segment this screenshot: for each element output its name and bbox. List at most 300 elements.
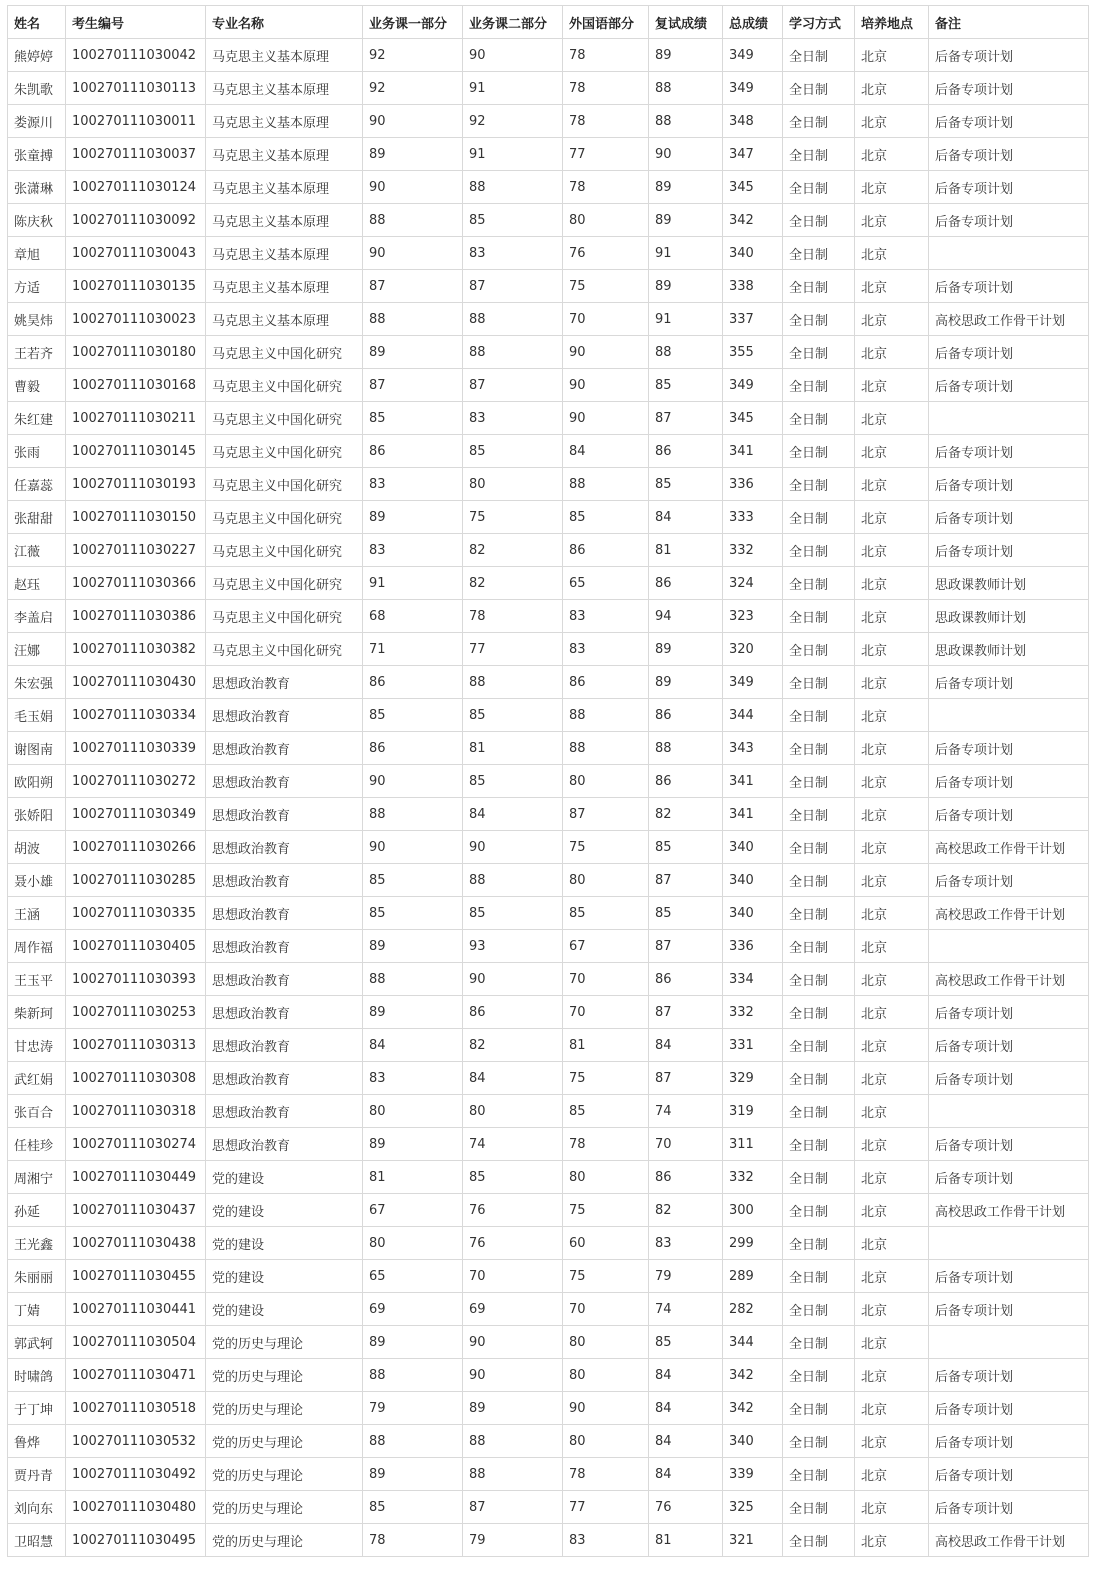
cell-foreign-language: 78 [563,171,649,204]
cell-name: 朱宏强 [8,666,66,699]
cell-retest: 90 [649,138,723,171]
cell-subject2: 85 [463,1161,563,1194]
cell-subject1: 88 [363,963,463,996]
cell-remark [929,1095,1089,1128]
cell-major: 思想政治教育 [206,1095,363,1128]
cell-study-mode: 全日制 [783,1161,855,1194]
cell-retest: 82 [649,1194,723,1227]
cell-name: 张雨 [8,435,66,468]
cell-study-mode: 全日制 [783,567,855,600]
cell-location: 北京 [855,1029,929,1062]
cell-subject2: 85 [463,897,563,930]
cell-name: 鲁烨 [8,1425,66,1458]
cell-name: 方适 [8,270,66,303]
cell-total: 282 [723,1293,783,1326]
cell-retest: 86 [649,1161,723,1194]
cell-name: 胡波 [8,831,66,864]
cell-foreign-language: 70 [563,963,649,996]
cell-total: 320 [723,633,783,666]
cell-location: 北京 [855,1392,929,1425]
cell-subject2: 85 [463,699,563,732]
cell-retest: 87 [649,996,723,1029]
cell-subject2: 93 [463,930,563,963]
table-row [8,732,1089,765]
cell-study-mode: 全日制 [783,1029,855,1062]
cell-study-mode: 全日制 [783,1491,855,1524]
cell-total: 344 [723,699,783,732]
column-header-study-mode: 学习方式 [783,6,855,39]
cell-major: 党的历史与理论 [206,1326,363,1359]
cell-major: 马克思主义中国化研究 [206,435,363,468]
cell-name: 王玉平 [8,963,66,996]
column-header-major: 专业名称 [206,6,363,39]
cell-study-mode: 全日制 [783,963,855,996]
cell-total: 345 [723,171,783,204]
table-row [8,930,1089,963]
cell-study-mode: 全日制 [783,1425,855,1458]
column-header-foreign-language: 外国语部分 [563,6,649,39]
cell-subject1: 80 [363,1227,463,1260]
cell-location: 北京 [855,204,929,237]
cell-retest: 84 [649,1029,723,1062]
table-row [8,1425,1089,1458]
cell-major: 马克思主义中国化研究 [206,501,363,534]
cell-exam-id: 100270111030150 [66,501,206,534]
cell-subject1: 85 [363,402,463,435]
cell-total: 340 [723,1425,783,1458]
cell-location: 北京 [855,1260,929,1293]
cell-subject2: 80 [463,468,563,501]
cell-exam-id: 100270111030386 [66,600,206,633]
cell-foreign-language: 85 [563,897,649,930]
cell-major: 马克思主义中国化研究 [206,534,363,567]
cell-exam-id: 100270111030382 [66,633,206,666]
cell-name: 姚昊炜 [8,303,66,336]
cell-name: 任桂珍 [8,1128,66,1161]
cell-location: 北京 [855,1095,929,1128]
cell-major: 马克思主义基本原理 [206,72,363,105]
cell-remark: 后备专项计划 [929,1161,1089,1194]
cell-total: 325 [723,1491,783,1524]
cell-exam-id: 100270111030518 [66,1392,206,1425]
cell-subject2: 88 [463,1458,563,1491]
cell-exam-id: 100270111030441 [66,1293,206,1326]
cell-total: 345 [723,402,783,435]
cell-foreign-language: 88 [563,699,649,732]
cell-location: 北京 [855,831,929,864]
cell-retest: 84 [649,1392,723,1425]
cell-subject2: 82 [463,1029,563,1062]
table-row [8,402,1089,435]
cell-subject1: 89 [363,336,463,369]
table-row [8,600,1089,633]
cell-major: 党的历史与理论 [206,1425,363,1458]
table-row [8,1392,1089,1425]
cell-major: 思想政治教育 [206,765,363,798]
cell-total: 323 [723,600,783,633]
cell-major: 马克思主义基本原理 [206,39,363,72]
cell-remark: 高校思政工作骨干计划 [929,963,1089,996]
cell-retest: 86 [649,567,723,600]
cell-subject2: 90 [463,39,563,72]
cell-subject2: 85 [463,204,563,237]
cell-exam-id: 100270111030471 [66,1359,206,1392]
cell-subject2: 92 [463,105,563,138]
cell-subject1: 90 [363,171,463,204]
cell-subject2: 86 [463,996,563,1029]
cell-total: 342 [723,204,783,237]
cell-foreign-language: 75 [563,1260,649,1293]
cell-exam-id: 100270111030180 [66,336,206,369]
table-row [8,138,1089,171]
cell-foreign-language: 80 [563,1161,649,1194]
cell-total: 334 [723,963,783,996]
cell-major: 马克思主义基本原理 [206,138,363,171]
cell-location: 北京 [855,336,929,369]
cell-retest: 88 [649,336,723,369]
cell-total: 339 [723,1458,783,1491]
table-row [8,699,1089,732]
cell-location: 北京 [855,138,929,171]
table-row [8,1194,1089,1227]
cell-study-mode: 全日制 [783,996,855,1029]
cell-foreign-language: 80 [563,1359,649,1392]
cell-name: 周作福 [8,930,66,963]
cell-location: 北京 [855,1161,929,1194]
cell-study-mode: 全日制 [783,1359,855,1392]
cell-exam-id: 100270111030285 [66,864,206,897]
cell-location: 北京 [855,1227,929,1260]
cell-foreign-language: 80 [563,864,649,897]
cell-subject1: 88 [363,1359,463,1392]
cell-name: 熊婷婷 [8,39,66,72]
cell-remark [929,1227,1089,1260]
cell-subject2: 80 [463,1095,563,1128]
cell-location: 北京 [855,237,929,270]
cell-study-mode: 全日制 [783,1458,855,1491]
cell-major: 思想政治教育 [206,699,363,732]
cell-total: 329 [723,1062,783,1095]
cell-subject2: 82 [463,567,563,600]
cell-exam-id: 100270111030037 [66,138,206,171]
cell-exam-id: 100270111030532 [66,1425,206,1458]
cell-major: 马克思主义基本原理 [206,303,363,336]
cell-exam-id: 100270111030272 [66,765,206,798]
cell-location: 北京 [855,567,929,600]
cell-foreign-language: 85 [563,501,649,534]
cell-remark: 思政课教师计划 [929,633,1089,666]
cell-exam-id: 100270111030430 [66,666,206,699]
cell-foreign-language: 87 [563,798,649,831]
cell-subject1: 92 [363,72,463,105]
table-row [8,1260,1089,1293]
cell-subject2: 79 [463,1524,563,1557]
table-row [8,72,1089,105]
cell-subject1: 87 [363,369,463,402]
cell-exam-id: 100270111030124 [66,171,206,204]
cell-exam-id: 100270111030274 [66,1128,206,1161]
cell-name: 张娇阳 [8,798,66,831]
cell-remark [929,1326,1089,1359]
cell-name: 张童搏 [8,138,66,171]
header-row [8,6,1089,39]
cell-subject1: 88 [363,204,463,237]
table-row [8,1491,1089,1524]
cell-remark: 后备专项计划 [929,1491,1089,1524]
cell-location: 北京 [855,1194,929,1227]
cell-total: 355 [723,336,783,369]
cell-subject2: 88 [463,1425,563,1458]
cell-location: 北京 [855,765,929,798]
cell-remark: 后备专项计划 [929,39,1089,72]
cell-remark: 后备专项计划 [929,171,1089,204]
cell-foreign-language: 75 [563,1062,649,1095]
cell-exam-id: 100270111030313 [66,1029,206,1062]
cell-location: 北京 [855,270,929,303]
cell-remark: 后备专项计划 [929,1128,1089,1161]
column-header-remark: 备注 [929,6,1089,39]
cell-total: 349 [723,369,783,402]
cell-subject2: 90 [463,1326,563,1359]
cell-subject1: 88 [363,303,463,336]
cell-major: 马克思主义中国化研究 [206,633,363,666]
cell-subject1: 87 [363,270,463,303]
cell-study-mode: 全日制 [783,237,855,270]
cell-subject2: 76 [463,1227,563,1260]
cell-retest: 86 [649,963,723,996]
cell-remark: 后备专项计划 [929,501,1089,534]
cell-subject1: 91 [363,567,463,600]
cell-subject2: 88 [463,864,563,897]
cell-foreign-language: 88 [563,468,649,501]
cell-location: 北京 [855,435,929,468]
cell-retest: 85 [649,1326,723,1359]
cell-retest: 89 [649,171,723,204]
table-row [8,1293,1089,1326]
cell-retest: 88 [649,732,723,765]
cell-total: 340 [723,897,783,930]
cell-retest: 91 [649,237,723,270]
cell-location: 北京 [855,699,929,732]
cell-total: 340 [723,237,783,270]
cell-location: 北京 [855,897,929,930]
cell-major: 马克思主义中国化研究 [206,336,363,369]
cell-remark: 后备专项计划 [929,1392,1089,1425]
cell-name: 于丁坤 [8,1392,66,1425]
cell-retest: 81 [649,1524,723,1557]
cell-major: 党的建设 [206,1194,363,1227]
cell-exam-id: 100270111030193 [66,468,206,501]
cell-foreign-language: 78 [563,72,649,105]
cell-location: 北京 [855,369,929,402]
cell-remark: 高校思政工作骨干计划 [929,831,1089,864]
cell-remark [929,237,1089,270]
cell-subject1: 89 [363,930,463,963]
cell-subject1: 90 [363,831,463,864]
table-row [8,1227,1089,1260]
cell-subject1: 89 [363,1458,463,1491]
cell-name: 丁婧 [8,1293,66,1326]
cell-name: 毛玉娟 [8,699,66,732]
cell-study-mode: 全日制 [783,1128,855,1161]
cell-name: 陈庆秋 [8,204,66,237]
cell-foreign-language: 84 [563,435,649,468]
cell-retest: 91 [649,303,723,336]
cell-name: 张潇琳 [8,171,66,204]
cell-exam-id: 100270111030253 [66,996,206,1029]
cell-remark: 高校思政工作骨干计划 [929,303,1089,336]
cell-subject1: 86 [363,435,463,468]
cell-subject1: 85 [363,699,463,732]
cell-subject2: 82 [463,534,563,567]
cell-exam-id: 100270111030405 [66,930,206,963]
table-body [8,39,1089,1557]
cell-subject1: 89 [363,1326,463,1359]
column-header-total: 总成绩 [723,6,783,39]
cell-study-mode: 全日制 [783,402,855,435]
cell-total: 344 [723,1326,783,1359]
cell-foreign-language: 90 [563,1392,649,1425]
cell-subject1: 78 [363,1524,463,1557]
cell-subject2: 87 [463,369,563,402]
cell-location: 北京 [855,1359,929,1392]
cell-exam-id: 100270111030480 [66,1491,206,1524]
cell-retest: 81 [649,534,723,567]
cell-name: 王若齐 [8,336,66,369]
cell-retest: 86 [649,699,723,732]
cell-foreign-language: 75 [563,270,649,303]
cell-total: 289 [723,1260,783,1293]
cell-location: 北京 [855,930,929,963]
cell-remark: 后备专项计划 [929,1359,1089,1392]
cell-major: 思想政治教育 [206,798,363,831]
cell-name: 时啸鸽 [8,1359,66,1392]
cell-remark [929,930,1089,963]
cell-location: 北京 [855,171,929,204]
cell-total: 324 [723,567,783,600]
cell-study-mode: 全日制 [783,600,855,633]
cell-major: 思想政治教育 [206,1062,363,1095]
cell-subject2: 74 [463,1128,563,1161]
cell-foreign-language: 90 [563,402,649,435]
cell-name: 刘向东 [8,1491,66,1524]
cell-exam-id: 100270111030042 [66,39,206,72]
cell-subject2: 84 [463,1062,563,1095]
cell-major: 马克思主义中国化研究 [206,468,363,501]
table-row [8,666,1089,699]
cell-foreign-language: 67 [563,930,649,963]
cell-subject1: 92 [363,39,463,72]
cell-retest: 79 [649,1260,723,1293]
cell-remark: 后备专项计划 [929,864,1089,897]
cell-major: 思想政治教育 [206,666,363,699]
cell-subject2: 87 [463,1491,563,1524]
cell-exam-id: 100270111030349 [66,798,206,831]
cell-total: 341 [723,798,783,831]
cell-study-mode: 全日制 [783,732,855,765]
table-row [8,39,1089,72]
cell-study-mode: 全日制 [783,1293,855,1326]
cell-remark: 后备专项计划 [929,1293,1089,1326]
cell-exam-id: 100270111030335 [66,897,206,930]
cell-subject2: 83 [463,402,563,435]
cell-major: 思想政治教育 [206,930,363,963]
column-header-exam-id: 考生编号 [66,6,206,39]
cell-study-mode: 全日制 [783,303,855,336]
cell-retest: 84 [649,1359,723,1392]
cell-remark: 后备专项计划 [929,765,1089,798]
cell-location: 北京 [855,666,929,699]
cell-retest: 87 [649,930,723,963]
cell-retest: 86 [649,765,723,798]
cell-subject1: 67 [363,1194,463,1227]
cell-exam-id: 100270111030113 [66,72,206,105]
cell-major: 思想政治教育 [206,732,363,765]
table-row [8,237,1089,270]
cell-subject2: 69 [463,1293,563,1326]
column-header-location: 培养地点 [855,6,929,39]
cell-retest: 87 [649,1062,723,1095]
cell-location: 北京 [855,1491,929,1524]
cell-major: 思想政治教育 [206,1029,363,1062]
cell-exam-id: 100270111030334 [66,699,206,732]
cell-total: 332 [723,1161,783,1194]
cell-subject1: 65 [363,1260,463,1293]
table-row [8,633,1089,666]
cell-retest: 89 [649,270,723,303]
cell-retest: 89 [649,204,723,237]
cell-retest: 84 [649,501,723,534]
cell-retest: 70 [649,1128,723,1161]
cell-retest: 86 [649,435,723,468]
cell-subject2: 78 [463,600,563,633]
table-row [8,1029,1089,1062]
cell-major: 党的建设 [206,1227,363,1260]
cell-exam-id: 100270111030366 [66,567,206,600]
cell-exam-id: 100270111030504 [66,1326,206,1359]
cell-total: 349 [723,39,783,72]
cell-remark: 后备专项计划 [929,534,1089,567]
cell-retest: 89 [649,39,723,72]
cell-foreign-language: 85 [563,1095,649,1128]
cell-foreign-language: 77 [563,138,649,171]
cell-foreign-language: 75 [563,831,649,864]
cell-location: 北京 [855,1425,929,1458]
cell-retest: 84 [649,1458,723,1491]
cell-major: 党的历史与理论 [206,1491,363,1524]
cell-location: 北京 [855,72,929,105]
cell-subject2: 70 [463,1260,563,1293]
cell-name: 欧阳朔 [8,765,66,798]
cell-study-mode: 全日制 [783,138,855,171]
cell-exam-id: 100270111030438 [66,1227,206,1260]
cell-remark: 后备专项计划 [929,1425,1089,1458]
cell-remark: 后备专项计划 [929,468,1089,501]
cell-exam-id: 100270111030023 [66,303,206,336]
cell-major: 思想政治教育 [206,996,363,1029]
cell-name: 娄源川 [8,105,66,138]
cell-retest: 83 [649,1227,723,1260]
cell-location: 北京 [855,39,929,72]
cell-remark: 后备专项计划 [929,1029,1089,1062]
cell-name: 王光鑫 [8,1227,66,1260]
cell-remark: 后备专项计划 [929,105,1089,138]
cell-subject2: 90 [463,1359,563,1392]
cell-location: 北京 [855,600,929,633]
cell-location: 北京 [855,402,929,435]
table-row [8,831,1089,864]
cell-major: 思想政治教育 [206,897,363,930]
